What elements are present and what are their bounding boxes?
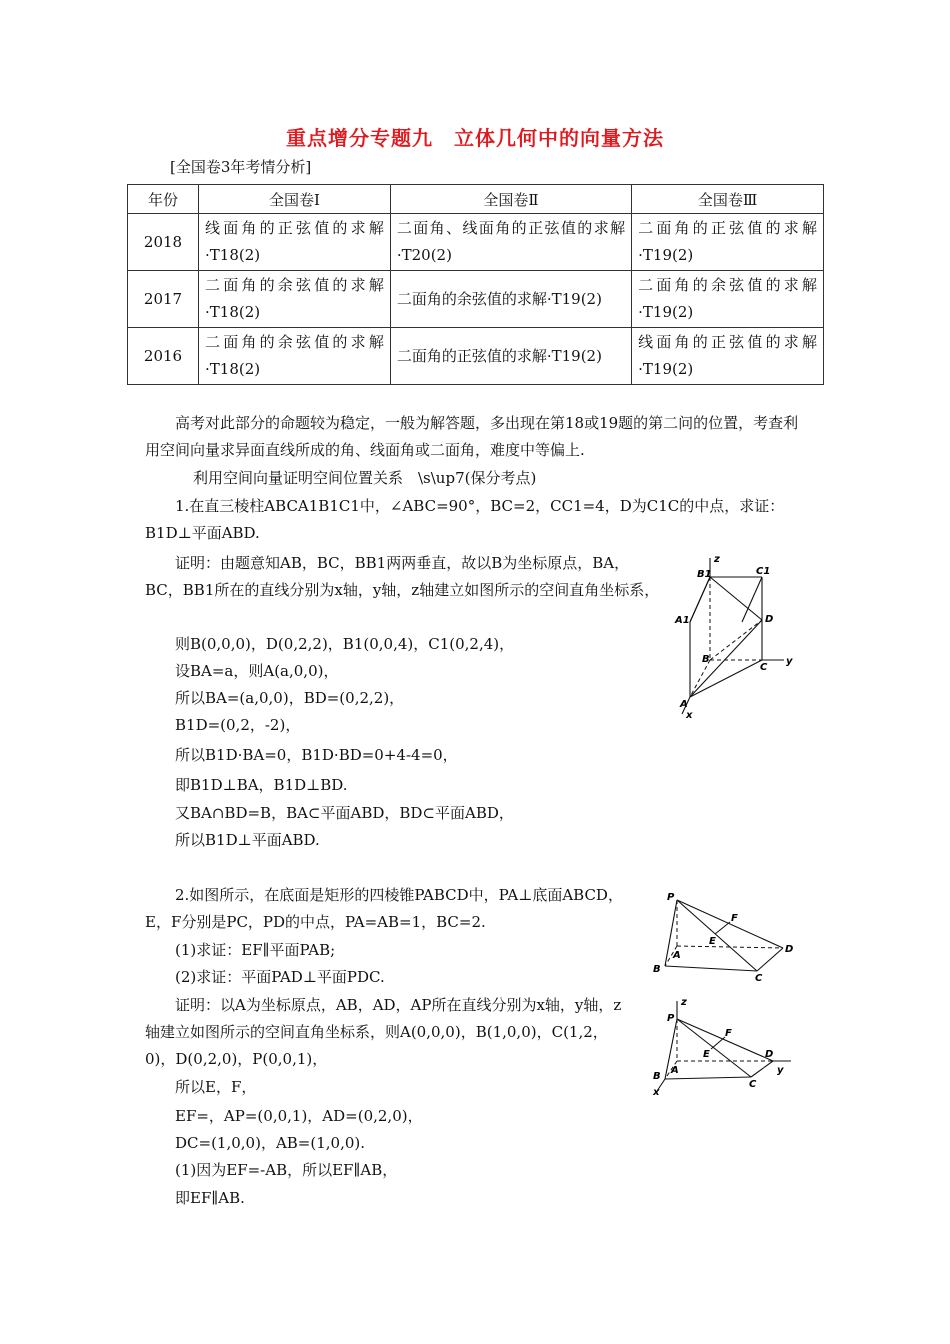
axis-z-label: z bbox=[714, 554, 720, 565]
problem-2-line: DC=(1,0,0)，AB=(1,0,0). bbox=[175, 1134, 366, 1152]
problem-1-statement: 1.在直三棱柱ABCA1B1C1中，∠ABC=90°，BC=2，CC1=4，D为C1C的中点，求证：B1D⊥平面ABD. bbox=[145, 497, 785, 542]
problem-1-line: 所以BA=(a,0,0)，BD=(0,2,2)， bbox=[175, 689, 405, 707]
cell-paper-3: 二面角的余弦值的求解·T19(2) bbox=[632, 271, 824, 328]
page-title: 重点增分专题九 立体几何中的向量方法 bbox=[286, 126, 664, 150]
year-cell: 2017 bbox=[128, 271, 199, 328]
table-row bbox=[128, 271, 824, 328]
label-a: A bbox=[671, 1065, 679, 1076]
label-b1: B1 bbox=[697, 569, 712, 580]
label-c: C bbox=[755, 973, 763, 983]
problem-2-line: 所以E，F， bbox=[175, 1078, 257, 1096]
axis-x-label: x bbox=[653, 1087, 660, 1097]
problem-2-line: (1)因为EF=-AB，所以EF∥AB， bbox=[175, 1161, 398, 1179]
exam-analysis-table bbox=[127, 184, 824, 385]
cell-paper-2: 二面角、线面角的正弦值的求解·T20(2) bbox=[390, 214, 631, 271]
problem-1-line: 又BA∩BD=B，BA⊂平面ABD，BD⊂平面ABD， bbox=[175, 804, 514, 822]
axis-x-label: x bbox=[686, 710, 693, 721]
year-cell: 2016 bbox=[128, 328, 199, 385]
axis-y-label: y bbox=[786, 656, 793, 667]
label-d: D bbox=[765, 614, 774, 625]
year-cell: 2018 bbox=[128, 214, 199, 271]
problem-2-line: EF=，AP=(0,0,1)，AD=(0,2,0)， bbox=[175, 1107, 423, 1125]
cell-paper-2: 二面角的余弦值的求解·T19(2) bbox=[390, 271, 631, 328]
problem-1-line: 则B(0,0,0)，D(0,2,2)，B1(0,0,4)，C1(0,2,4)， bbox=[175, 635, 515, 653]
cell-paper-2: 二面角的正弦值的求解·T19(2) bbox=[390, 328, 631, 385]
axis-z-label: z bbox=[681, 997, 687, 1008]
cell-paper-1: 线面角的正弦值的求解·T18(2) bbox=[199, 214, 391, 271]
label-a: A bbox=[673, 950, 681, 961]
label-c: C bbox=[749, 1079, 757, 1090]
table-caption: [全国卷3年考情分析] bbox=[170, 158, 312, 176]
problem-2-question-1: (1)求证：EF∥平面PAB; bbox=[175, 941, 336, 959]
label-d: D bbox=[765, 1049, 774, 1060]
axis-y-label: y bbox=[777, 1065, 784, 1076]
problem-1-line: B1D=(0,2，-2)， bbox=[175, 716, 301, 734]
label-p: P bbox=[667, 892, 675, 903]
label-b: B bbox=[653, 964, 661, 975]
table-row bbox=[128, 328, 824, 385]
cell-paper-3: 二面角的正弦值的求解·T19(2) bbox=[632, 214, 824, 271]
label-c1: C1 bbox=[756, 566, 771, 577]
pyramid-figure bbox=[645, 888, 805, 983]
label-b: B bbox=[653, 1071, 661, 1082]
problem-2-proof-intro: 证明：以A为坐标原点，AB，AD，AP所在直线分别为x轴，y轴，z轴建立如图所示的空间直角坐标系，则A(0,0,0)，B(1,0,0)，C(1,2，0)，D(0,2,0)，P(0,0,1)， bbox=[145, 996, 622, 1068]
prism-figure bbox=[672, 552, 802, 722]
label-a: A bbox=[680, 699, 688, 710]
problem-2-line: 即EF∥AB. bbox=[175, 1189, 245, 1207]
header-year: 年份 bbox=[128, 185, 199, 214]
problem-1-line: 即B1D⊥BA，B1D⊥BD. bbox=[175, 776, 348, 794]
label-b: B bbox=[702, 654, 710, 665]
cell-paper-1: 二面角的余弦值的求解·T18(2) bbox=[199, 328, 391, 385]
label-f: F bbox=[725, 1028, 732, 1039]
header-paper-2: 全国卷Ⅱ bbox=[390, 185, 631, 214]
label-d: D bbox=[785, 944, 794, 955]
label-c: C bbox=[760, 662, 768, 673]
label-e: E bbox=[703, 1049, 710, 1060]
problem-1-line: 所以B1D·BA=0，B1D·BD=0+4-4=0， bbox=[175, 746, 458, 764]
header-paper-1: 全国卷Ⅰ bbox=[199, 185, 391, 214]
table-row bbox=[128, 214, 824, 271]
intro-paragraph: 高考对此部分的命题较为稳定，一般为解答题，多出现在第18或19题的第二问的位置，考查利用空间向量求异面直线所成的角、线面角或二面角，难度中等偏上. bbox=[145, 414, 799, 459]
section-heading: 利用空间向量证明空间位置关系 \s\up7(保分考点) bbox=[193, 469, 537, 487]
label-p: P bbox=[667, 1013, 675, 1024]
cell-paper-3: 线面角的正弦值的求解·T19(2) bbox=[632, 328, 824, 385]
problem-1-line: 设BA=a，则A(a,0,0)， bbox=[175, 662, 339, 680]
problem-1-proof-intro: 证明：由题意知AB，BC，BB1两两垂直，故以B为坐标原点，BA，BC，BB1所在的直线分别为x轴，y轴，z轴建立如图所示的空间直角坐标系， bbox=[145, 554, 660, 599]
label-a1: A1 bbox=[675, 615, 690, 626]
label-f: F bbox=[731, 913, 738, 924]
pyramid-axes-figure bbox=[645, 997, 805, 1097]
problem-2-question-2: (2)求证：平面PAD⊥平面PDC. bbox=[175, 968, 385, 986]
label-e: E bbox=[709, 936, 716, 947]
cell-paper-1: 二面角的余弦值的求解·T18(2) bbox=[199, 271, 391, 328]
problem-2-statement: 2.如图所示，在底面是矩形的四棱锥PABCD中，PA⊥底面ABCD，E，F分别是PC，PD的中点，PA=AB=1，BC=2. bbox=[145, 886, 623, 931]
header-paper-3: 全国卷Ⅲ bbox=[632, 185, 824, 214]
problem-1-line: 所以B1D⊥平面ABD. bbox=[175, 831, 320, 849]
